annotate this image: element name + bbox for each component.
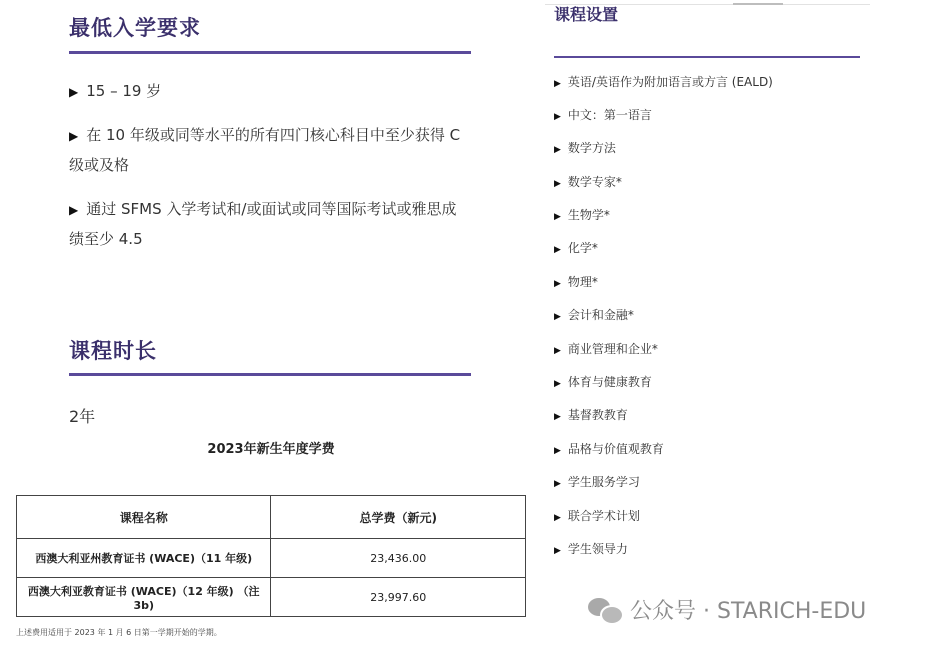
top-tab-marker — [733, 3, 783, 5]
wechat-icon — [588, 596, 622, 624]
course-item: ▶ 基督教教育 — [554, 408, 628, 422]
course-name-cell: 西澳大利亚州教育证书 (WACE)（11 年级) — [17, 539, 271, 578]
course-item: ▶ 学生服务学习 — [554, 475, 640, 489]
fees-header-row — [17, 496, 526, 539]
triangle-right-icon: ▶ — [69, 203, 79, 217]
course-item: ▶ 联合学术计划 — [554, 509, 640, 523]
course-item: ▶ 中文：第一语言 — [554, 108, 652, 122]
watermark-text: 公众号 · STARICH-EDU — [630, 599, 867, 624]
fees-table — [16, 495, 526, 617]
triangle-right-icon: ▶ — [554, 145, 561, 155]
course-item: ▶ 学生领导力 — [554, 542, 628, 556]
duration-value: 2年 — [69, 407, 96, 426]
triangle-right-icon: ▶ — [554, 112, 561, 122]
courses-rule — [554, 56, 860, 58]
duration-heading: 课程时长 — [69, 339, 157, 363]
fee-cell: 23,997.60 — [271, 578, 526, 617]
table-row — [17, 539, 526, 578]
course-item: ▶ 品格与价值观教育 — [554, 442, 664, 456]
triangle-right-icon: ▶ — [554, 346, 561, 356]
fee-cell: 23,436.00 — [271, 539, 526, 578]
course-item: ▶ 体育与健康教育 — [554, 375, 652, 389]
triangle-right-icon: ▶ — [554, 513, 561, 523]
course-name-cell: 西澳大利亚教育证书 (WACE)（12 年级) （注 3b) — [17, 578, 271, 617]
requirements-rule — [69, 51, 471, 54]
right-column — [540, 0, 933, 649]
requirements-heading: 最低入学要求 — [69, 16, 201, 40]
courses-heading: 课程设置 — [554, 5, 619, 24]
requirement-item: ▶ 通过 SFMS 入学考试和/或面试或同等国际考试或雅思成绩至少 4.5 — [69, 195, 471, 254]
course-item: ▶ 商业管理和企业* — [554, 342, 658, 356]
watermark — [588, 594, 866, 625]
header-course-name: 课程名称 — [17, 496, 271, 539]
requirement-item: ▶ 在 10 年级或同等水平的所有四门核心科目中至少获得 C 级或及格 — [69, 121, 471, 180]
triangle-right-icon: ▶ — [554, 546, 561, 556]
triangle-right-icon: ▶ — [554, 312, 561, 322]
course-item: ▶ 物理* — [554, 275, 598, 289]
triangle-right-icon: ▶ — [554, 79, 561, 89]
course-item: ▶ 数学专家* — [554, 175, 622, 189]
triangle-right-icon: ▶ — [554, 279, 561, 289]
header-total-fee: 总学费（新元) — [271, 496, 526, 539]
course-item: ▶ 会计和金融* — [554, 308, 634, 322]
triangle-right-icon: ▶ — [554, 479, 561, 489]
fees-title: 2023年新生年度学费 — [207, 442, 335, 457]
requirement-item: ▶ 15 – 19 岁 — [69, 77, 471, 107]
triangle-right-icon: ▶ — [69, 129, 79, 143]
triangle-right-icon: ▶ — [69, 85, 79, 99]
course-item: ▶ 英语/英语作为附加语言或方言 (EALD) — [554, 75, 773, 89]
course-item: ▶ 生物学* — [554, 208, 610, 222]
course-item: ▶ 数学方法 — [554, 141, 616, 155]
triangle-right-icon: ▶ — [554, 245, 561, 255]
triangle-right-icon: ▶ — [554, 179, 561, 189]
fees-footnote: 上述费用适用于 2023 年 1 月 6 日第一学期开始的学期。 — [16, 628, 222, 637]
triangle-right-icon: ▶ — [554, 379, 561, 389]
duration-rule — [69, 373, 471, 376]
triangle-right-icon: ▶ — [554, 212, 561, 222]
table-row — [17, 578, 526, 617]
triangle-right-icon: ▶ — [554, 412, 561, 422]
triangle-right-icon: ▶ — [554, 446, 561, 456]
course-item: ▶ 化学* — [554, 241, 598, 255]
